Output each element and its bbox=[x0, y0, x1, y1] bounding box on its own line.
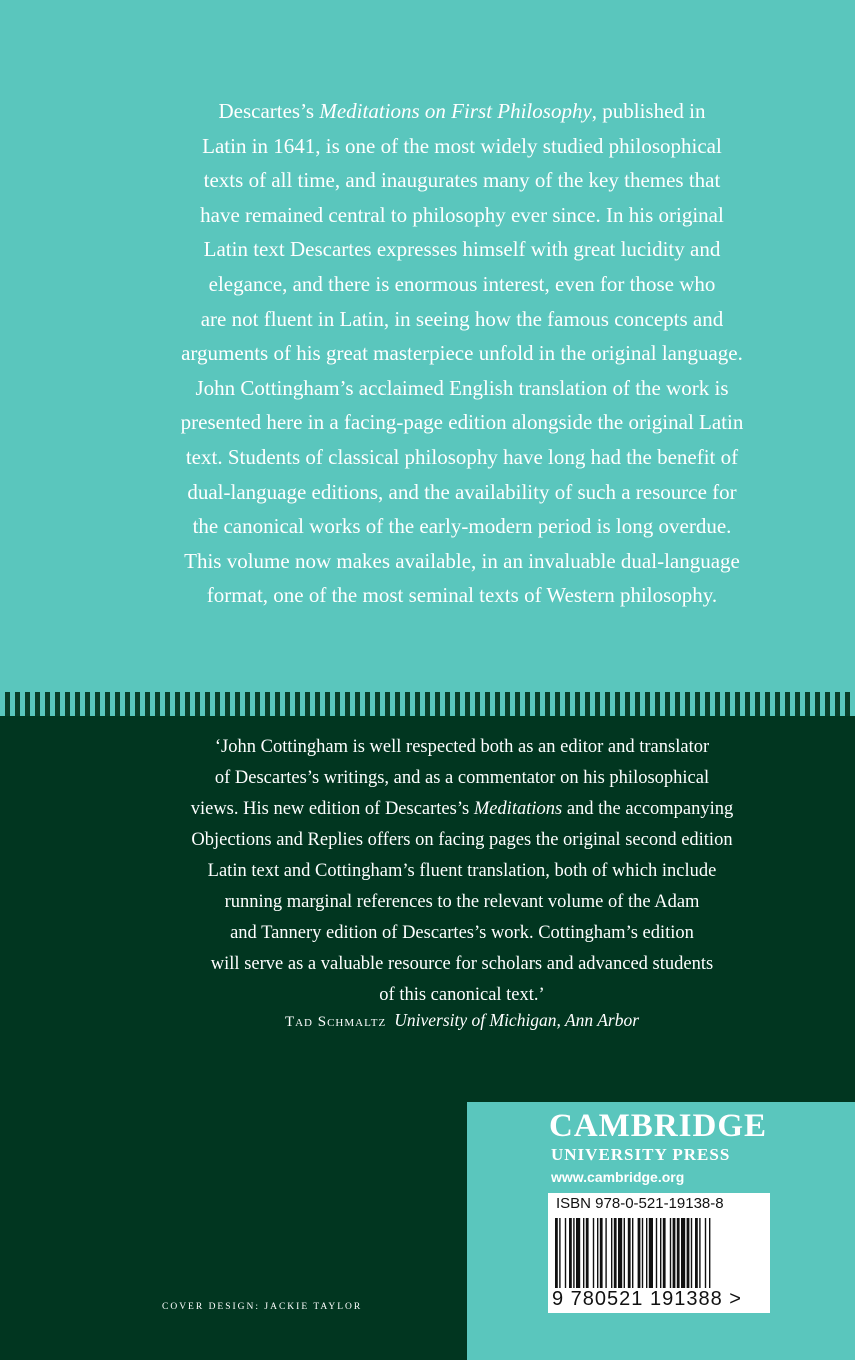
reviewer-name: Tad Schmaltz bbox=[284, 1014, 387, 1030]
barcode-bar bbox=[614, 1218, 617, 1288]
reviewer-institution: University of Michigan, Ann Arbor bbox=[394, 1010, 640, 1030]
barcode-bar bbox=[677, 1218, 680, 1288]
quote-line: Latin text and Cottingham’s fluent translation, both of which include bbox=[207, 861, 717, 881]
blurb-line: text. Students of classical philosophy have long had the benefit of bbox=[185, 444, 739, 469]
barcode-bar bbox=[673, 1218, 676, 1288]
blurb-line: Latin in 1641, is one of the most widely studied philosophical bbox=[202, 133, 722, 158]
quote-line: Objections and Replies offers on facing pages the original second edition bbox=[191, 830, 733, 850]
quote-line-title: views. His new edition of Descartes’s Meditations and the accompanying bbox=[190, 799, 734, 819]
barcode-bar bbox=[670, 1218, 671, 1288]
blurb-line: format, one of the most seminal texts of Western philosophy. bbox=[206, 583, 718, 608]
cover-design-credit: COVER DESIGN: JACKIE TAYLOR bbox=[162, 1302, 363, 1312]
isbn-label: ISBN 978-0-521-19138-8 bbox=[556, 1195, 724, 1212]
barcode-bar bbox=[695, 1218, 698, 1288]
barcode-bar bbox=[646, 1218, 647, 1288]
publisher-website[interactable]: www.cambridge.org bbox=[551, 1169, 685, 1185]
barcode-bar bbox=[624, 1218, 625, 1288]
barcode-bar bbox=[691, 1218, 692, 1288]
blurb-line: are not fluent in Latin, in seeing how the famous concepts and bbox=[200, 306, 724, 331]
barcode-bar bbox=[573, 1218, 574, 1288]
barcode-bar bbox=[611, 1218, 612, 1288]
decorative-stripe-band bbox=[0, 692, 855, 716]
barcode-bar bbox=[663, 1218, 666, 1288]
barcode-bar bbox=[687, 1218, 690, 1288]
blurb-line: elegance, and there is enormous interest, even for those who bbox=[208, 271, 716, 296]
barcode-bar bbox=[638, 1218, 641, 1288]
blurb-line: presented here in a facing-page edition alongside the original Latin bbox=[180, 410, 744, 435]
barcode-digits: 9 780521 191388 > bbox=[552, 1288, 742, 1310]
barcode-bar bbox=[559, 1218, 560, 1298]
quote-attribution bbox=[150, 1010, 774, 1031]
barcode-bar bbox=[576, 1218, 580, 1288]
review-quote bbox=[150, 732, 774, 1011]
barcode-bar bbox=[632, 1218, 633, 1288]
quote-line: of Descartes’s writings, and as a commentator on his philosophical bbox=[214, 768, 710, 788]
barcode-bar bbox=[699, 1218, 700, 1288]
quote-line: of this canonical text.’ bbox=[379, 985, 545, 1005]
barcode-bar bbox=[597, 1218, 598, 1288]
barcode-bar bbox=[586, 1218, 589, 1288]
blurb-line: have remained central to philosophy ever since. In his original bbox=[200, 202, 724, 227]
barcode-bar bbox=[660, 1218, 661, 1288]
blurb-line: the canonical works of the early-modern period is long overdue. bbox=[192, 514, 732, 539]
quote-line: ‘John Cottingham is well respected both as an editor and translator bbox=[214, 737, 710, 757]
barcode-bar bbox=[709, 1218, 710, 1298]
barcode-bars bbox=[553, 1218, 765, 1298]
blurb-line: John Cottingham’s acclaimed English translation of the work is bbox=[195, 375, 729, 400]
barcode-bar bbox=[642, 1218, 643, 1288]
publisher-subtitle: UNIVERSITY PRESS bbox=[551, 1145, 731, 1164]
barcode-bar bbox=[656, 1218, 657, 1288]
barcode-bar bbox=[605, 1218, 606, 1288]
blurb-line-first: Descartes’s Meditations on First Philosophy, published in bbox=[218, 99, 706, 123]
barcode-bar bbox=[565, 1218, 566, 1288]
barcode-bar bbox=[681, 1218, 685, 1288]
quote-line: will serve as a valuable resource for scholars and advanced students bbox=[210, 954, 714, 974]
blurb-line: dual-language editions, and the availability of such a resource for bbox=[187, 479, 737, 504]
publisher-logo: CAMBRIDGE bbox=[549, 1108, 768, 1144]
barcode-bar bbox=[569, 1218, 572, 1288]
barcode-bar bbox=[583, 1218, 584, 1288]
barcode-bar bbox=[600, 1218, 603, 1288]
description-blurb bbox=[150, 94, 774, 613]
barcode-bar bbox=[593, 1218, 594, 1288]
blurb-line: Latin text Descartes expresses himself with great lucidity and bbox=[203, 237, 721, 262]
barcode-bar bbox=[649, 1218, 653, 1288]
barcode-bar bbox=[705, 1218, 706, 1288]
barcode-bar bbox=[628, 1218, 631, 1288]
barcode-bar bbox=[555, 1218, 558, 1298]
blurb-line: texts of all time, and inaugurates many of the key themes that bbox=[203, 168, 721, 193]
blurb-line: arguments of his great masterpiece unfold in the original language. bbox=[181, 341, 743, 366]
quote-line: running marginal references to the relevant volume of the Adam bbox=[224, 892, 700, 912]
blurb-line: This volume now makes available, in an invaluable dual-language bbox=[184, 548, 740, 573]
quote-line: and Tannery edition of Descartes’s work. Cottingham’s edition bbox=[230, 923, 694, 943]
barcode-bar bbox=[618, 1218, 622, 1288]
